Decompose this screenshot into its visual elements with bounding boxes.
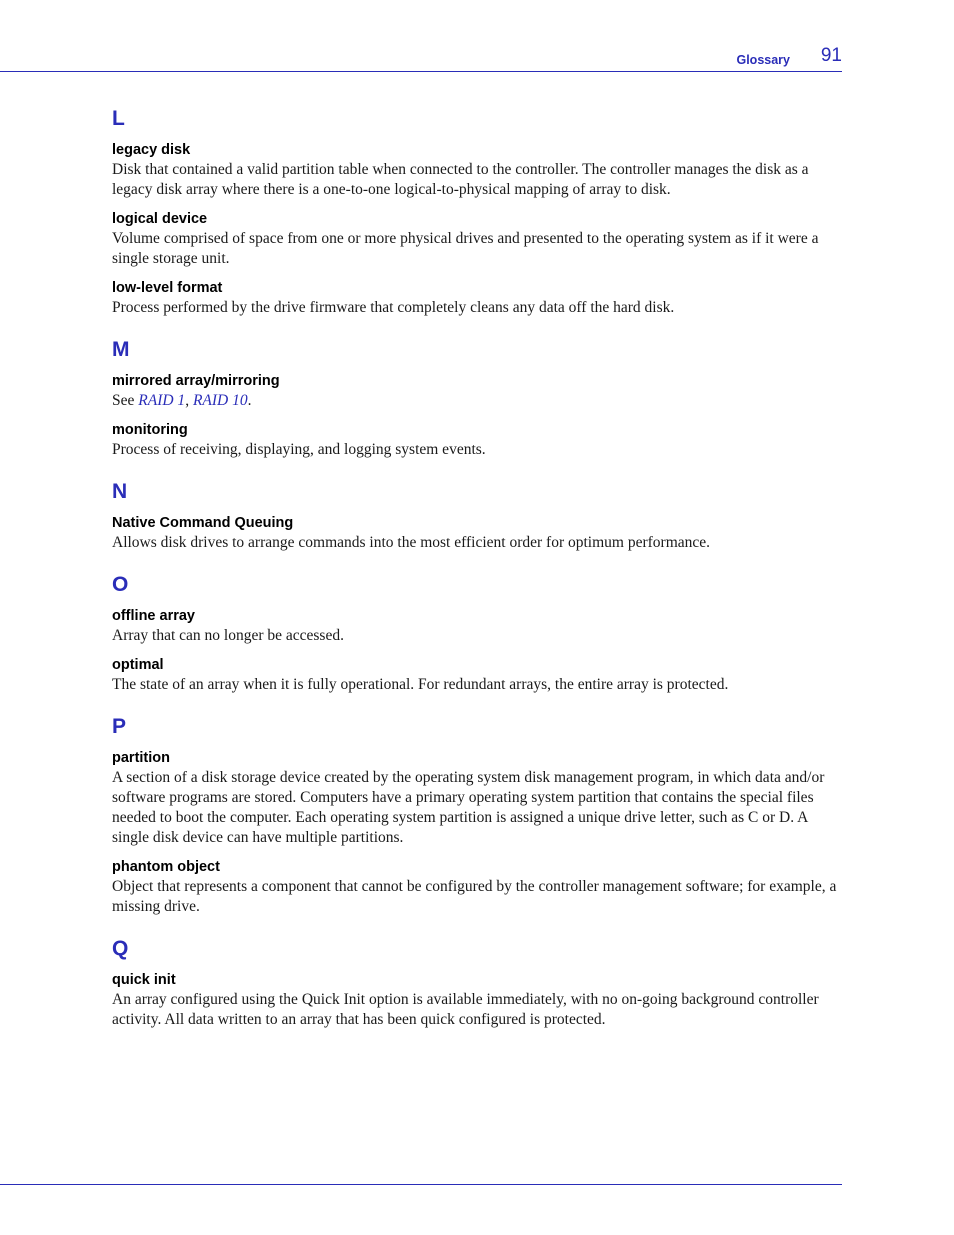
term: low-level format — [112, 280, 223, 296]
section-o — [112, 572, 842, 695]
section-letter: N — [112, 480, 128, 503]
glossary-entry — [112, 970, 842, 1030]
glossary-entry — [112, 140, 842, 200]
glossary-entry — [112, 748, 842, 848]
page-header — [0, 0, 842, 72]
section-m — [112, 337, 842, 460]
raid-10-link[interactable]: RAID 10 — [192, 392, 248, 409]
definition: An array configured using the Quick Init option is available immediately, with no on-going background controller activity. All data written to an array that has been quick configured is protected. — [112, 991, 819, 1028]
term: quick init — [112, 972, 176, 988]
definition: Volume comprised of space from one or more physical drives and presented to the operating system as if it were a single storage unit. — [112, 230, 819, 267]
glossary-entry — [112, 655, 842, 695]
glossary-content — [112, 106, 842, 1049]
glossary-entry — [112, 857, 842, 917]
term: logical device — [112, 211, 208, 227]
section-letter: P — [112, 715, 127, 738]
term: mirrored array/mirroring — [112, 373, 280, 389]
separator: , — [185, 392, 193, 409]
section-letter: O — [112, 573, 129, 596]
term: legacy disk — [112, 142, 191, 158]
term: Native Command Queuing — [112, 515, 294, 531]
glossary-entry — [112, 278, 842, 318]
glossary-entry — [112, 420, 842, 460]
definition: Object that represents a component that cannot be configured by the controller management software; for example, a missing drive. — [112, 878, 837, 915]
term: monitoring — [112, 422, 188, 438]
section-p — [112, 714, 842, 917]
glossary-entry — [112, 513, 842, 553]
definition: Allows disk drives to arrange commands into the most efficient order for optimum performance. — [112, 534, 711, 551]
definition: The state of an array when it is fully operational. For redundant arrays, the entire array is protected. — [112, 676, 729, 693]
section-n — [112, 479, 842, 553]
glossary-entry — [112, 209, 842, 269]
glossary-entry — [112, 606, 842, 646]
definition: Disk that contained a valid partition table when connected to the controller. The controller manages the disk as a legacy disk array where there is a one-to-one logical-to-physical mapping of array to disk. — [112, 161, 809, 198]
running-head: Glossary — [736, 53, 790, 67]
section-letter: L — [112, 107, 125, 130]
definition: Process of receiving, displaying, and logging system events. — [112, 441, 486, 458]
glossary-entry — [112, 371, 842, 411]
end-punctuation: . — [247, 392, 252, 409]
definition: A section of a disk storage device created by the operating system disk management program, in which data and/or software programs are stored. Computers have a primary operating system partition that contains the special files needed to boot the computer. Each operating system partition is assigned a unique drive letter, such as C or D. A single disk device can have multiple partitions. — [112, 769, 825, 846]
definition: Process performed by the drive firmware that completely cleans any data off the hard disk. — [112, 299, 675, 316]
footer-rule — [0, 1184, 842, 1185]
section-letter: Q — [112, 937, 129, 960]
raid-1-link[interactable]: RAID 1 — [138, 392, 186, 409]
section-l — [112, 106, 842, 318]
term: optimal — [112, 657, 164, 673]
page-number: 91 — [820, 45, 842, 66]
section-letter: M — [112, 338, 130, 361]
term: offline array — [112, 608, 195, 624]
term: partition — [112, 750, 170, 766]
see-label: See — [112, 392, 139, 409]
section-q — [112, 936, 842, 1030]
definition: Array that can no longer be accessed. — [112, 627, 344, 644]
definition — [112, 391, 842, 411]
term: phantom object — [112, 859, 220, 875]
